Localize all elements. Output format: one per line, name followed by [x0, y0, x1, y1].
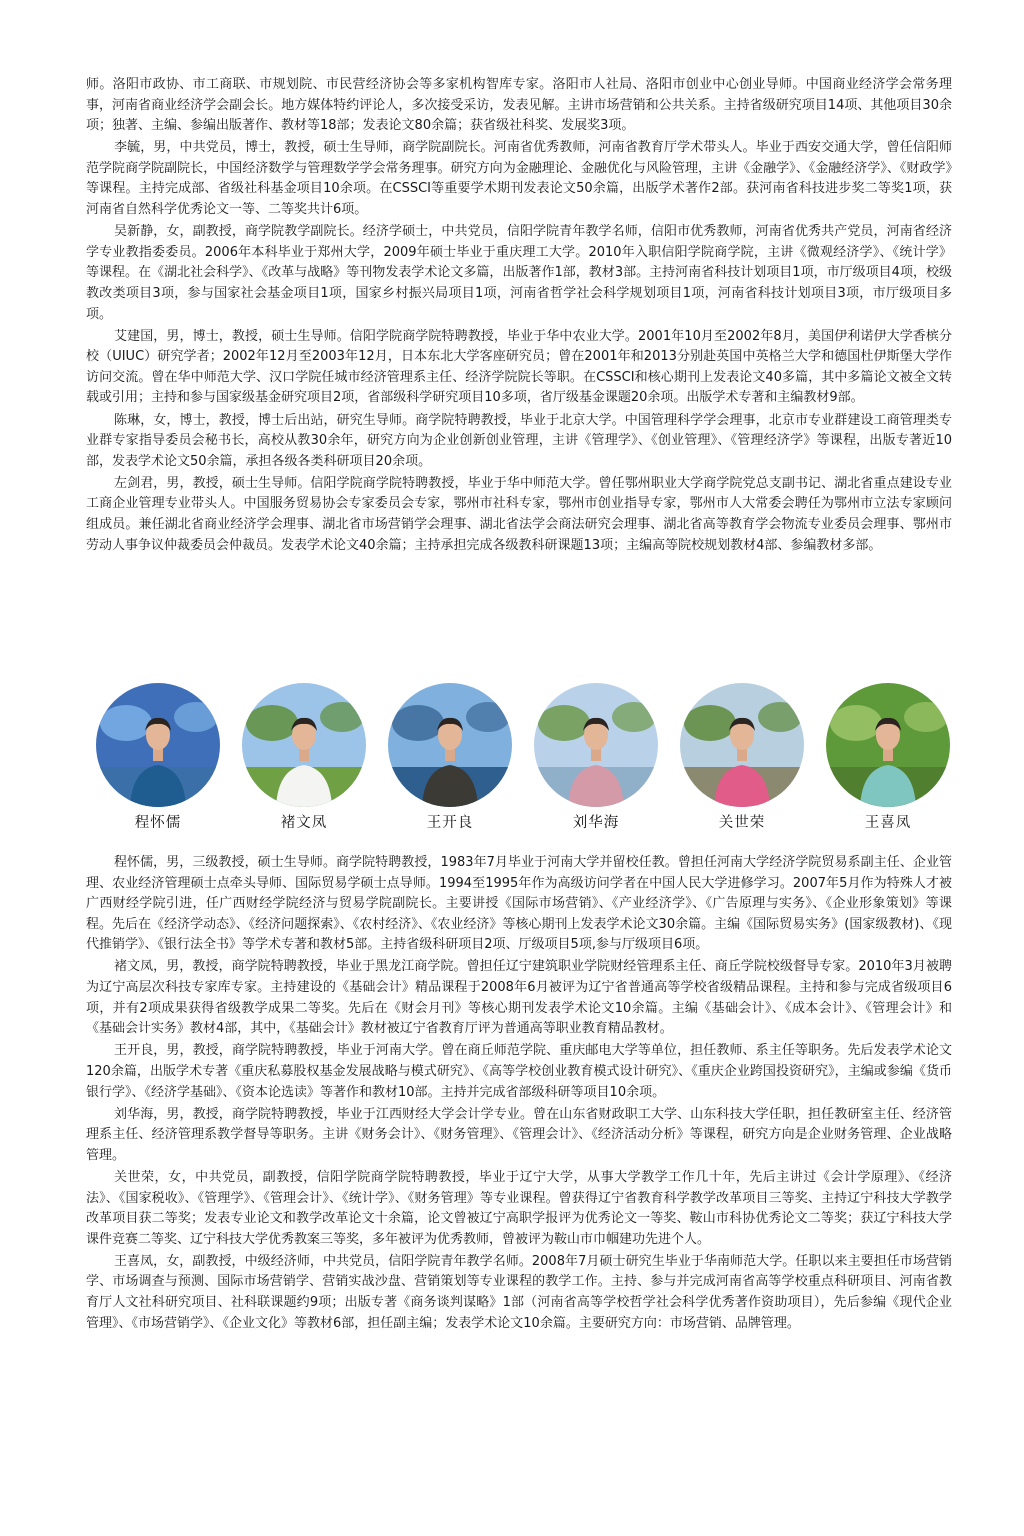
portrait-image: [826, 683, 950, 807]
faculty-name: 王喜凤: [864, 815, 912, 831]
portrait-image: [96, 683, 220, 807]
paragraph-continued: 师。洛阳市政协、市工商联、市规划院、市民营经济协会等多家机构智库专家。洛阳市人社局、洛阳市创业中心创业导师。中国商业经济学会常务理事，河南省商业经济学会副会长。地方媒体特约评论人，多次接受采访，发表见解。主讲市场营销和公共关系。主持省级研究项目14项、其他项目30余项；独著、主编、参编出版著作、教材等18部；发表论文80余篇；获省级社科奖、发展奖3项。: [86, 77, 952, 134]
photo-scenery: [466, 702, 510, 732]
faculty-photo-5: [680, 683, 804, 832]
paragraph-wang-xifeng: 王喜凤，女，副教授，中级经济师，中共党员，信阳学院青年教学名师。2008年7月硕士研究生毕业于华南师范大学。任职以来主要担任市场营销学、市场调查与预测、国际市场营销学、营销实战沙盘、营销策划等专业课程的教学工作。主持、参与并完成河南省高等学校重点科研项目、河南省教育厅人文社科研究项目、社科联课题约9项；出版专著《商务谈判谋略》1部（河南省高等学校哲学社会科学优秀著作资助项目），先后参编《现代企业管理》、《市场营销学》、《企业文化》等教材6部，担任副主编；发表学术论文10余篇。主要研究方向：市场营销、品牌管理。: [86, 1253, 952, 1331]
faculty-photo-row: [96, 683, 948, 833]
paragraph-wang-kailiang: 王开良，男，教授，商学院特聘教授，毕业于河南大学。曾在商丘师范学院、重庆邮电大学等单位，担任教师、系主任等职务。先后发表学术论文120余篇，出版学术专著《重庆私募股权基金发展战略与模式研究》、《高等学校创业教育模式设计研究》、《重庆企业跨国投资研究》，主编或参编《货币银行学》、《经济学基础》、《资本论选读》等著作和教材10部。主持并完成省部级科研等项目10余项。: [86, 1043, 952, 1100]
photo-scenery: [174, 702, 218, 732]
photo-scenery: [320, 702, 364, 732]
portrait-image: [534, 683, 658, 807]
faculty-photo-2: [242, 683, 366, 832]
faculty-photo-3: [388, 683, 512, 832]
faculty-name: 褚文凤: [280, 815, 328, 831]
portrait-image: [242, 683, 366, 807]
bottom-text-section: [86, 853, 952, 1336]
faculty-photo-4: [534, 683, 658, 832]
photo-scenery: [612, 702, 656, 732]
photo-scenery: [392, 705, 444, 741]
faculty-name: 王开良: [426, 815, 474, 831]
photo-scenery: [904, 702, 948, 732]
photo-scenery: [246, 705, 298, 741]
portrait-image: [680, 683, 804, 807]
paragraph-ai-jianguo: 艾建国，男，博士，教授，硕士生导师。信阳学院商学院特聘教授，毕业于华中农业大学。2001年10月至2002年8月，美国伊利诺伊大学香槟分校（UIUC）研究学者；2002年12月至2003年12月，日本东北大学客座研究员；曾在2001年和2013分别赴英国中英格兰大学和德国杜伊斯堡大学作访问交流。曾在华中师范大学、汉口学院任城市经济管理系主任、经济学院院长等职。在CSSCI和核心期刊上发表论文40多篇，其中多篇论文被全文转载或引用；主持和参与国家级基金研究项目2项，省部级科学研究项目10多项，省厅级基金课题20余项。出版学术专著和主编教材9部。: [86, 328, 952, 406]
faculty-photo-6: [826, 683, 950, 832]
paragraph-wu-xinjing: 吴新静，女，副教授，商学院教学副院长。经济学硕士，中共党员，信阳学院青年教学名师，信阳市优秀教师，河南省优秀共产党员，河南省经济学专业教指委委员。2006年本科毕业于郑州大学，2009年硕士毕业于重庆理工大学。2010年入职信阳学院商学院，主讲《微观经济学》、《统计学》等课程。在《湖北社会科学》、《改革与战略》等刊物发表学术论文多篇，出版著作1部，教材3部。主持河南省科技计划项目1项，市厅级项目4项，校级教改类项目3项，参与国家社会基金项目1项，国家乡村振兴局项目1项，河南省哲学社会科学规划项目1项，河南省科技计划项目3项，市厅级项目多项。: [86, 224, 952, 322]
photo-scenery: [684, 705, 736, 741]
photo-scenery: [758, 702, 802, 732]
paragraph-guan-shirong: 关世荣，女，中共党员，副教授，信阳学院商学院特聘教授，毕业于辽宁大学，从事大学教学工作几十年，先后主讲过《会计学原理》、《经济法》、《国家税收》、《管理学》、《管理会计》、《统计学》、《财务管理》等专业课程。曾获得辽宁省教育科学教学改革项目三等奖、主持辽宁科技大学教学改革项目获二等奖；发表专业论文和教学改革论文十余篇，论文曾被辽宁高职学报评为优秀论文一等奖、鞍山市科协优秀论文二等奖；获辽宁科技大学课件竞赛二等奖、辽宁科技大学优秀教案三等奖，多年被评为优秀教师，曾被评为鞍山市巾帼建功先进个人。: [86, 1169, 952, 1247]
paragraph-li-yu: 李毓，男，中共党员，博士，教授，硕士生导师，商学院副院长。河南省优秀教师，河南省教育厅学术带头人。毕业于西安交通大学，曾任信阳师范学院商学院副院长，中国经济数学与管理数学学会常务理事。研究方向为金融理论、金融优化与风险管理，主讲《金融学》、《金融经济学》、《财政学》等课程。主持完成部、省级社科基金项目10余项。在CSSCI等重要学术期刊发表论文50余篇，出版学术著作2部。获河南省科技进步奖二等奖1项，获河南省自然科学优秀论文一等、二等奖共计6项。: [86, 140, 952, 218]
faculty-name: 程怀儒: [134, 815, 182, 831]
top-text-section: [86, 75, 952, 558]
portrait-image: [388, 683, 512, 807]
photo-scenery: [538, 705, 590, 741]
photo-scenery: [100, 705, 152, 741]
faculty-photo-1: [96, 683, 220, 832]
paragraph-chu-wenfeng: 褚文凤，男，教授，商学院特聘教授，毕业于黑龙江商学院。曾担任辽宁建筑职业学院财经管理系主任、商丘学院校级督导专家。2010年3月被聘为辽宁高层次科技专家库专家。主持建设的《基础会计》精品课程于2008年6月被评为辽宁省普通高等学校省级精品课程。主持和参与完成省级项目6项，并有2项成果获得省级教学成果二等奖。先后在《财会月刊》等核心期刊发表学术论文10余篇。主编《基础会计》、《成本会计》、《管理会计》和《基础会计实务》教材4部，其中，《基础会计》教材被辽宁省教育厅评为普通高等职业教育精品教材。: [86, 959, 952, 1037]
photo-scenery: [830, 705, 882, 741]
paragraph-cheng-huairu: 程怀儒，男，三级教授，硕士生导师。商学院特聘教授，1983年7月毕业于河南大学并留校任教。曾担任河南大学经济学院贸易系副主任、企业管理、农业经济管理硕士点牵头导师、国际贸易学硕士点导师。1994至1995年作为高级访问学者在中国人民大学进修学习。2007年5月作为特殊人才被广西财经学院引进，任广西财经学院经济与贸易学院副院长。主要讲授《国际市场营销》、《产业经济学》、《广告原理与实务》、《企业形象策划》等课程。先后在《经济学动态》、《经济问题探索》、《农村经济》、《农业经济》等核心期刊上发表学术论文30余篇。主编《国际贸易实务》(国家级教材)、《现代推销学》、《银行法全书》等学术专著和教材5部。主持省级科研项目2项、厅级项目5项,参与厅级项目6项。: [86, 855, 952, 953]
faculty-name: 刘华海: [572, 815, 620, 831]
paragraph-liu-huahai: 刘华海，男，教授，商学院特聘教授，毕业于江西财经大学会计学专业。曾在山东省财政职工大学、山东科技大学任职，担任教研室主任、经济管理系主任、经济管理系教学督导等职务。主讲《财务会计》、《财务管理》、《管理会计》、《经济活动分析》等课程，研究方向是企业财务管理、企业战略管理。: [86, 1106, 952, 1163]
paragraph-chen-lin: 陈琳，女，博士，教授，博士后出站，研究生导师。商学院特聘教授，毕业于北京大学。中国管理科学学会理事，北京市专业群建设工商管理类专业群专家指导委员会秘书长，高校从教30余年，研究方向为企业创新创业管理，主讲《管理学》、《创业管理》、《管理经济学》等课程，出版专著近10部，发表学术论文50余篇，承担各级各类科研项目20余项。: [86, 412, 952, 469]
paragraph-zuo-jianjun: 左剑君，男，教授，硕士生导师。信阳学院商学院特聘教授，毕业于华中师范大学。曾任鄂州职业大学商学院党总支副书记、湖北省重点建设专业工商企业管理专业带头人。中国服务贸易协会专家委员会专家，鄂州市社科专家，鄂州市创业指导专家，鄂州市人大常委会聘任为鄂州市立法专家顾问组成员。兼任湖北省商业经济学会理事、湖北省市场营销学会理事、湖北省法学会商法研究会理事、湖北省高等教育学会物流专业委员会理事、鄂州市劳动人事争议仲裁委员会仲裁员。发表学术论文40余篇；主持承担完成各级教科研课题13项；主编高等院校规划教材4部、参编教材多部。: [86, 475, 952, 553]
faculty-name: 关世荣: [718, 815, 766, 831]
